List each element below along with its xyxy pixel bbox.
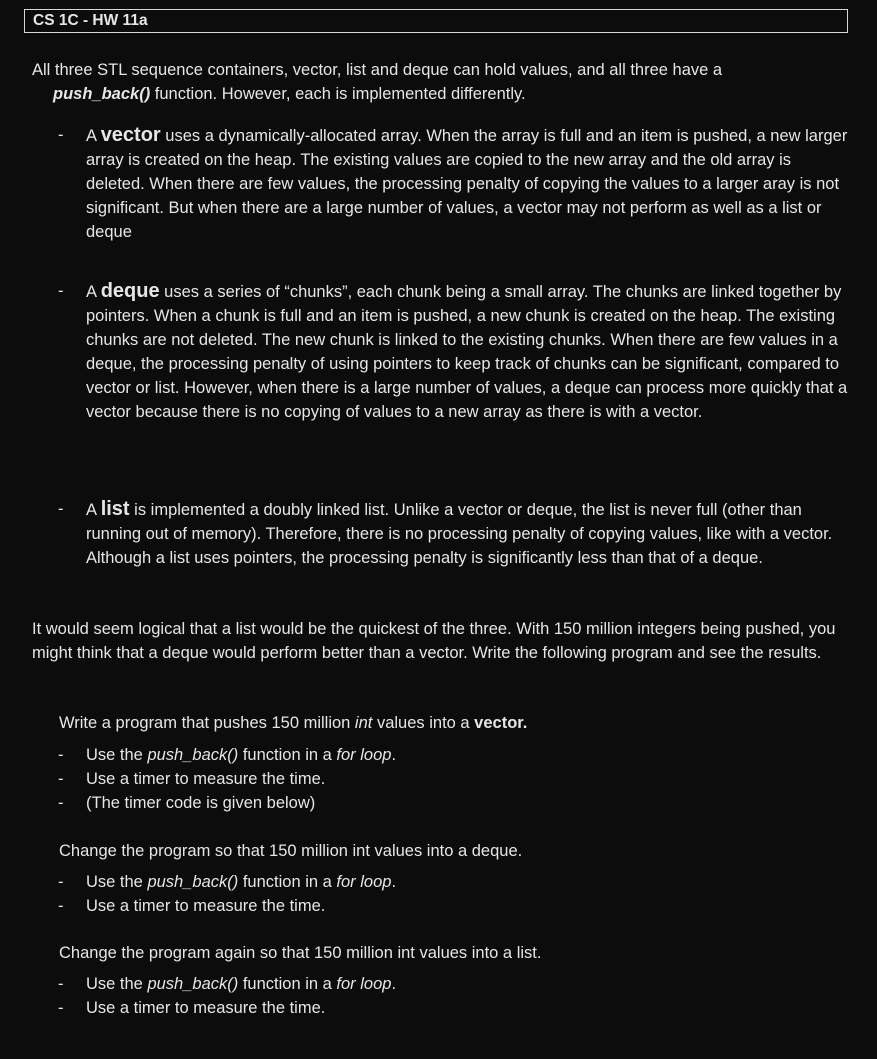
bullet-dash: -: [58, 746, 64, 764]
vector-text: [86, 123, 848, 244]
task1-heading: [59, 711, 849, 735]
item-text: (The timer code is given below): [86, 794, 316, 812]
deque-keyword: deque: [100, 280, 160, 302]
bullet-dash: -: [58, 873, 64, 891]
bullet-dash: -: [58, 126, 64, 144]
item-text: Use the: [86, 746, 148, 764]
intro-line2-rest: function. However, each is implemented differently.: [150, 85, 526, 103]
bullet-pre: A: [86, 501, 101, 519]
list-keyword: list: [100, 498, 130, 520]
task2-heading: Change the program so that 150 million int values into a deque.: [59, 842, 523, 860]
task3-heading: Change the program again so that 150 million int values into a list.: [59, 944, 542, 962]
task2-item: [58, 894, 848, 918]
bullet-pre: A: [86, 127, 101, 145]
push-back-func: push_back(): [147, 873, 239, 891]
vector-bullet: [58, 123, 848, 244]
page-title: CS 1C - HW 11a: [24, 9, 848, 33]
task1-item: [58, 791, 848, 815]
list-text: [86, 497, 848, 570]
item-text: function in a: [238, 975, 337, 993]
item-text: function in a: [238, 873, 337, 891]
for-loop-text: for loop: [336, 873, 392, 891]
item-text: function in a: [238, 746, 337, 764]
deque-description: uses a series of “chunks”, each chunk being a small array. The chunks are linked together by pointers. When a chunk is full and an item is pushed, a new chunk is created on the heap. The existing chunks are not deleted. The new chunk is linked to the existing chunks. When there are few values in a deque, the processing penalty of using pointers to keep track of chunks can be significant, compared to vector or list. However, when there is a large number of values, a deque can process more quickly that a vector because there is no copying of values to a new array as there is with a vector.: [86, 283, 848, 421]
item-text: .: [391, 873, 397, 891]
vector-description: uses a dynamically-allocated array. When the array is full and an item is pushed, a new larger array is created on the heap. The existing values are copied to the new array and the old array is deleted. When there are few values, the processing penalty of copying the values to a larger aray is not significant. But when there are a large number of values, a vector may not perform as well as a list or deque: [86, 127, 848, 241]
list-description: is implemented a doubly linked list. Unlike a vector or deque, the list is never full (other than running out of memory). Therefore, there is no processing penalty of copying values, like with a vector. Although a list uses pointers, the processing penalty is significantly less than that of a deque.: [86, 501, 833, 567]
task1-item: [58, 743, 848, 767]
item-text: .: [391, 746, 397, 764]
bullet-pre: A: [86, 283, 101, 301]
bullet-dash: -: [58, 500, 64, 518]
item-text: Use the: [86, 873, 148, 891]
deque-bullet: [58, 279, 848, 424]
bullet-dash: -: [58, 794, 64, 812]
intro-line1: All three STL sequence containers, vector, list and deque can hold values, and all three have a: [32, 61, 723, 79]
item-text: Use the: [86, 975, 148, 993]
push-back-func: push_back(): [147, 746, 239, 764]
item-text: .: [391, 975, 397, 993]
intro-line2: [32, 82, 852, 106]
vector-keyword: vector: [100, 124, 161, 146]
int-word: int: [354, 714, 373, 732]
task1-item: [58, 767, 848, 791]
item-text: Use a timer to measure the time.: [86, 770, 326, 788]
list-bullet: [58, 497, 848, 570]
task3-item: [58, 996, 848, 1020]
summary-paragraph: It would seem logical that a list would be the quickest of the three. With 150 million integers being pushed, you might think that a deque would perform better than a vector. Write the following program and see the results.: [32, 620, 836, 662]
task3-item: [58, 972, 848, 996]
bullet-dash: -: [58, 770, 64, 788]
item-text: Use a timer to measure the time.: [86, 897, 326, 915]
push-back-func: push_back(): [147, 975, 239, 993]
bullet-dash: -: [58, 897, 64, 915]
task1-mid: values into a: [372, 714, 475, 732]
bullet-dash: -: [58, 999, 64, 1017]
task2-item: [58, 870, 848, 894]
deque-text: [86, 279, 848, 424]
task1-pre: Write a program that pushes 150 million: [59, 714, 355, 732]
task1-container: vector.: [474, 714, 528, 732]
bullet-dash: -: [58, 975, 64, 993]
for-loop-text: for loop: [336, 975, 392, 993]
item-text: Use a timer to measure the time.: [86, 999, 326, 1017]
push-back-func: push_back(): [53, 85, 151, 103]
bullet-dash: -: [58, 282, 64, 300]
for-loop-text: for loop: [336, 746, 392, 764]
intro-paragraph: [32, 58, 852, 106]
